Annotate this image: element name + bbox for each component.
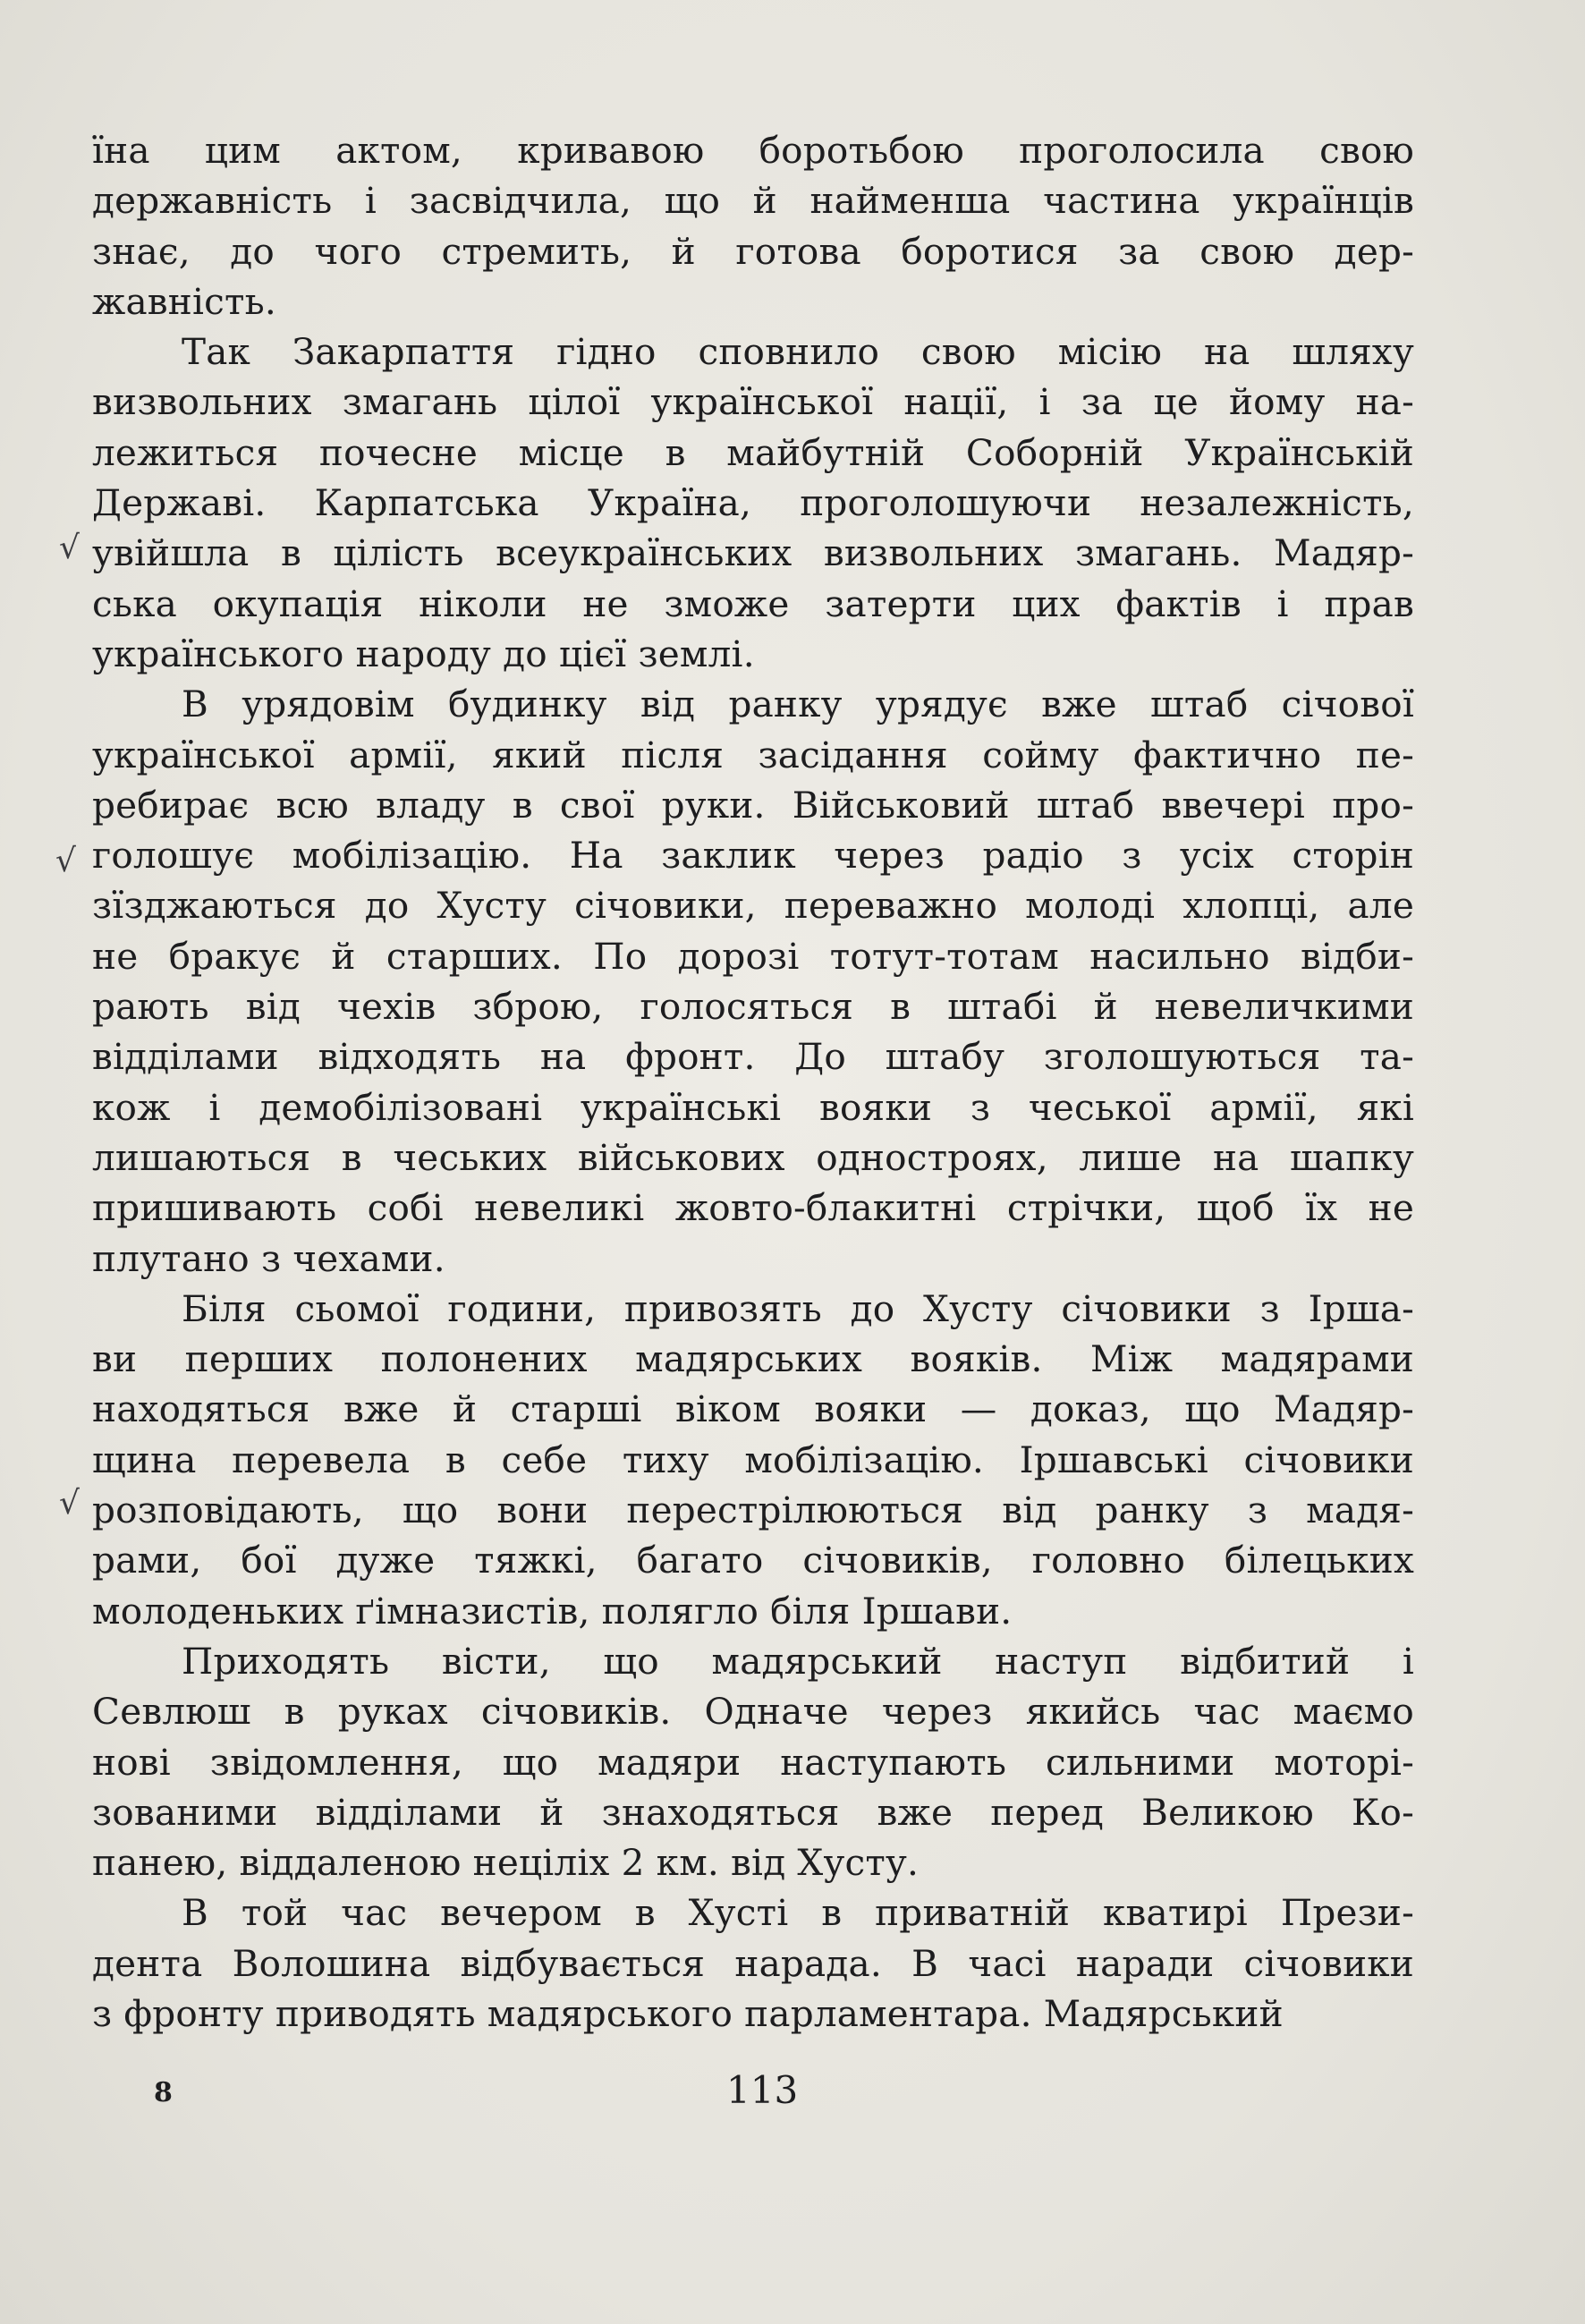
text-line: Так Закарпаття гідно сповнило свою місію на шляху: [182, 330, 1414, 374]
text-line: находяться вже й старші віком вояки — доказ, що Мадяр-: [92, 1387, 1414, 1431]
text-line: увійшла в цілість всеукраїнських визвольних змагань. Мадяр-: [92, 531, 1414, 575]
text-line: українського народу до цієї землі.: [92, 632, 755, 675]
printer-signature-mark: 8: [154, 2077, 173, 2108]
text-line: ребирає всю владу в свої руки. Військовий штаб ввечері про-: [92, 783, 1414, 827]
text-line: жавність.: [92, 279, 276, 323]
text-line: кож і демобілізовані українські вояки з чеської армії, які: [92, 1085, 1414, 1129]
margin-check-mark-icon: √: [55, 843, 76, 879]
text-line: молоденьких ґімназистів, полягло біля Іршави.: [92, 1589, 1013, 1633]
paragraph: [92, 327, 1414, 679]
text-line: їна цим актом, кривавою боротьбою проголосила свою: [92, 129, 1414, 172]
text-line: рають від чехів зброю, голосяться в штабі й невеличкими: [92, 985, 1414, 1029]
text-line: Приходять вісти, що мадярський наступ відбитий і: [182, 1639, 1414, 1683]
text-line: Севлюш в руках січовиків. Одначе через якийсь час маємо: [92, 1690, 1414, 1734]
text-line: розповідають, що вони перестрілюються від ранку з мадя-: [92, 1489, 1414, 1532]
text-line: панею, віддаленою неціліх 2 км. від Хусту.: [92, 1841, 920, 1885]
text-line: лишаються в чеських військових одностроях, лише на шапку: [92, 1135, 1414, 1179]
text-line: плутано з чехами.: [92, 1236, 445, 1280]
text-line: Біля сьомої години, привозять до Хусту січовики з Ірша-: [182, 1286, 1414, 1330]
text-line: В урядовім будинку від ранку урядує вже штаб січової: [182, 683, 1414, 726]
margin-check-mark-icon: √: [59, 1485, 80, 1522]
margin-check-mark-icon: √: [59, 530, 80, 566]
text-line: щина перевела в себе тиху мобілізацію. Іршавські січовики: [92, 1438, 1414, 1481]
paragraph: [92, 1887, 1414, 2039]
paragraph: [92, 1636, 1414, 1887]
text-line: дента Волошина відбувається нарада. В часі наради січовики: [92, 1941, 1414, 1985]
paragraph: [92, 1284, 1414, 1636]
text-line: ви перших полонених мадярських вояків. Між мадярами: [92, 1337, 1414, 1381]
page-number: 113: [726, 2068, 799, 2112]
text-line: В той час вечером в Хусті в приватній кватирі Прези-: [182, 1891, 1414, 1935]
text-line: пришивають собі невеликі жовто-блакитні стрічки, щоб їх не: [92, 1186, 1414, 1230]
text-line: голошує мобілізацію. На заклик через радіо з усіх сторін: [92, 834, 1414, 878]
body-text: [92, 125, 1414, 2039]
paragraph: [92, 125, 1414, 327]
text-line: визвольних змагань цілої української нації, і за це йому на-: [92, 380, 1414, 424]
text-line: з фронту приводять мадярського парламентара. Мадярський: [92, 1991, 1284, 2035]
text-line: нові звідомлення, що мадяри наступають сильними моторі-: [92, 1740, 1414, 1784]
text-line: української армії, який після засідання сойму фактично пе-: [92, 733, 1414, 776]
text-line: не бракує й старших. По дорозі тотут-тотам насильно відби-: [92, 934, 1414, 978]
text-line: зованими відділами й знаходяться вже перед Великою Ко-: [92, 1790, 1414, 1834]
paragraph: [92, 679, 1414, 1284]
text-line: лежиться почесне місце в майбутній Соборній Українській: [92, 430, 1414, 474]
text-line: ська окупація ніколи не зможе затерти цих фактів і прав: [92, 581, 1414, 625]
text-line: Державі. Карпатська Україна, проголошуючи незалежність,: [92, 481, 1414, 525]
text-line: знає, до чого стремить, й готова боротися за свою дер-: [92, 229, 1414, 273]
text-line: зїзджаються до Хусту січовики, переважно молоді хлопці, але: [92, 884, 1414, 928]
text-line: рами, бої дуже тяжкі, багато січовиків, головно білецьких: [92, 1539, 1414, 1582]
text-line: відділами відходять на фронт. До штабу зголошуються та-: [92, 1035, 1414, 1079]
text-line: державність і засвідчила, що й найменша частина українців: [92, 179, 1414, 223]
